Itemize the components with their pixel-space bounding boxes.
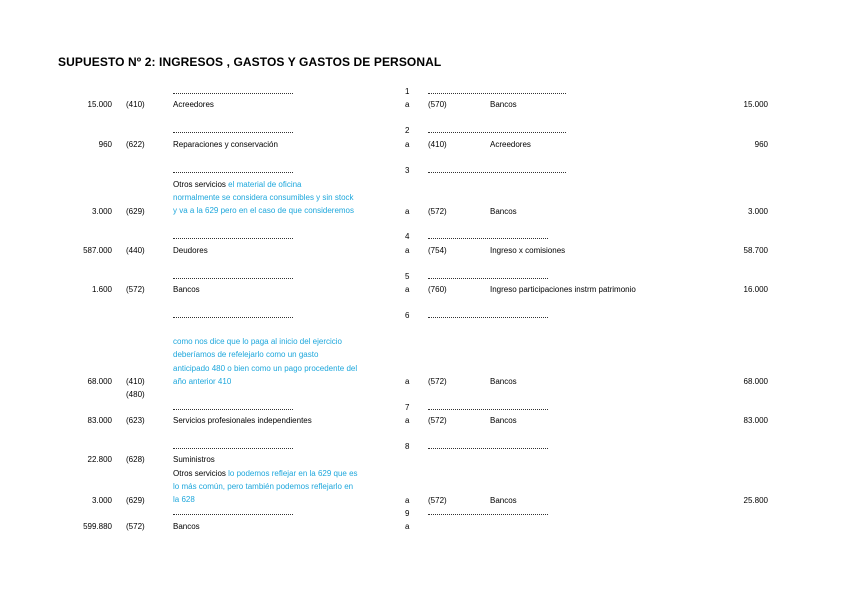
debit-amount: 1.600	[91, 285, 112, 294]
note-text: como nos dice que lo paga al inicio del ejercicio	[173, 337, 342, 346]
credit-amount: 83.000	[743, 416, 768, 425]
page-title: SUPUESTO Nº 2: INGRESOS , GASTOS Y GASTOS DE PERSONAL	[58, 55, 442, 69]
entry-number: 6	[405, 311, 410, 320]
credit-code: (410)	[428, 140, 447, 149]
entry-number: 9	[405, 509, 410, 518]
debit-code: (622)	[126, 140, 145, 149]
debit-code: (628)	[126, 455, 145, 464]
debit-amount: 3.000	[91, 207, 112, 216]
credit-amount: 3.000	[747, 207, 768, 216]
credit-amount: 58.700	[743, 246, 768, 255]
note-text: anticipado 480 o bien como un pago procedente del	[173, 364, 358, 373]
debit-account: Reparaciones y conservación	[173, 140, 278, 149]
note-text: la 628	[173, 495, 195, 504]
credit-code: (572)	[428, 207, 447, 216]
debit-account: Bancos	[173, 285, 200, 294]
note-text: lo más común, pero también podemos reflejarlo en	[173, 482, 354, 491]
separator-right	[428, 132, 566, 133]
credit-code: (570)	[428, 100, 447, 109]
credit-amount: 15.000	[743, 100, 768, 109]
debit-amount: 15.000	[87, 100, 112, 109]
debit-account: Bancos	[173, 522, 200, 531]
debit-code: (440)	[126, 246, 145, 255]
debit-code: (572)	[126, 522, 145, 531]
credit-account: Bancos	[490, 100, 517, 109]
entry-number: 3	[405, 166, 410, 175]
debit-account: Deudores	[173, 246, 208, 255]
a-marker: a	[405, 285, 410, 294]
a-marker: a	[405, 207, 410, 216]
note-text: lo podemos reflejar en la 629 que es	[225, 469, 358, 478]
credit-account: Ingreso x comisiones	[490, 246, 566, 255]
separator-left	[173, 172, 293, 173]
debit-code: (410)	[126, 377, 145, 386]
credit-account: Bancos	[490, 377, 517, 386]
a-marker: a	[405, 100, 410, 109]
separator-left	[173, 278, 293, 279]
debit-code: (629)	[126, 207, 145, 216]
debit-code: (623)	[126, 416, 145, 425]
entry-number: 8	[405, 442, 410, 451]
entry-number: 5	[405, 272, 410, 281]
debit-amount: 83.000	[87, 416, 112, 425]
debit-amount: 22.800	[87, 455, 112, 464]
credit-code: (572)	[428, 377, 447, 386]
credit-amount: 25.800	[743, 496, 768, 505]
separator-left	[173, 132, 293, 133]
credit-code: (572)	[428, 496, 447, 505]
debit-account: Servicios profesionales independientes	[173, 416, 312, 425]
separator-left	[173, 93, 293, 94]
note-text: el material de oficina	[225, 180, 302, 189]
a-marker: a	[405, 140, 410, 149]
debit-code: (410)	[126, 100, 145, 109]
debit-amount: 68.000	[87, 377, 112, 386]
debit-account: Acreedores	[173, 100, 214, 109]
credit-account: Ingreso participaciones instrm patrimonio	[490, 285, 636, 294]
credit-account: Bancos	[490, 207, 517, 216]
a-marker: a	[405, 416, 410, 425]
separator-right	[428, 514, 548, 515]
note-text: año anterior 410	[173, 377, 232, 386]
separator-right	[428, 172, 566, 173]
debit-amount: 587.000	[83, 246, 112, 255]
entry-number: 2	[405, 126, 410, 135]
credit-account: Bancos	[490, 416, 517, 425]
credit-code: (572)	[428, 416, 447, 425]
separator-left	[173, 448, 293, 449]
credit-amount: 68.000	[743, 377, 768, 386]
credit-code: (754)	[428, 246, 447, 255]
separator-left	[173, 514, 293, 515]
separator-left	[173, 238, 293, 239]
separator-left	[173, 409, 293, 410]
note-text: y va a la 629 pero en el caso de que consideremos	[173, 206, 355, 215]
separator-left	[173, 317, 293, 318]
debit-account-with-note	[173, 180, 302, 190]
entry-number: 7	[405, 403, 410, 412]
a-marker: a	[405, 377, 410, 386]
debit-amount: 599.880	[83, 522, 112, 531]
debit-account-with-note	[173, 469, 358, 479]
debit-amount: 960	[98, 140, 112, 149]
note-text: deberíamos de refelejarlo como un gasto	[173, 350, 319, 359]
credit-amount: 16.000	[743, 285, 768, 294]
debit-account: Suministros	[173, 455, 215, 464]
entry-number: 4	[405, 232, 410, 241]
a-marker: a	[405, 496, 410, 505]
separator-right	[428, 409, 548, 410]
debit-code: (572)	[126, 285, 145, 294]
debit-amount: 3.000	[91, 496, 112, 505]
credit-amount: 960	[754, 140, 768, 149]
a-marker: a	[405, 522, 410, 531]
credit-code: (760)	[428, 285, 447, 294]
separator-right	[428, 238, 548, 239]
debit-account: Otros servicios	[173, 180, 226, 189]
entry-number: 1	[405, 87, 410, 96]
debit-account: Otros servicios	[173, 469, 226, 478]
a-marker: a	[405, 246, 410, 255]
credit-account: Acreedores	[490, 140, 531, 149]
separator-right	[428, 448, 548, 449]
separator-right	[428, 93, 566, 94]
separator-right	[428, 278, 548, 279]
debit-code: (480)	[126, 390, 145, 399]
credit-account: Bancos	[490, 496, 517, 505]
note-text: normalmente se considera consumibles y sin stock	[173, 193, 354, 202]
separator-right	[428, 317, 548, 318]
debit-code: (629)	[126, 496, 145, 505]
